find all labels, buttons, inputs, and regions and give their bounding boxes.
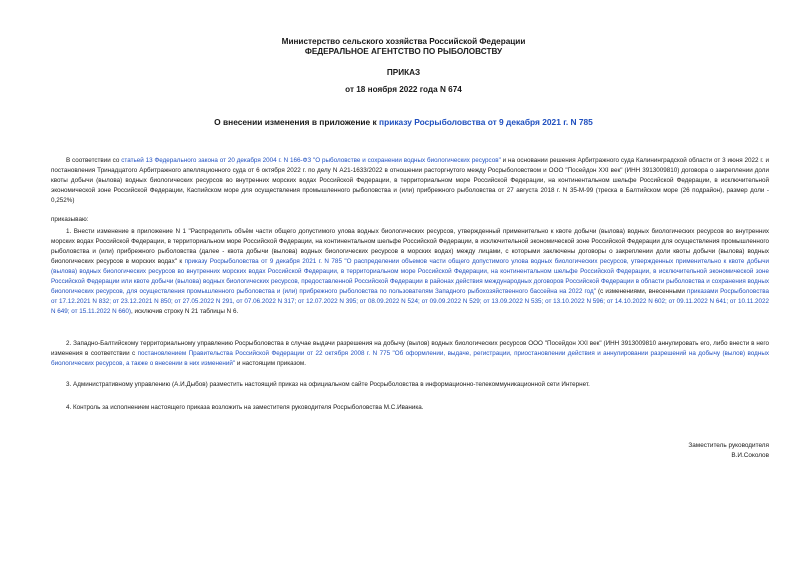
item-3-paragraph: 3. Административному управлению (А.И.Дыбов) разместить настоящий приказ на официальном сайте Росрыболовства в информационно-телекоммуникационной сети Интернет. [66, 381, 590, 388]
signature-name: В.И.Соколов [731, 452, 769, 459]
title-order-link[interactable]: приказу Росрыболовства от 9 декабря 2021 г. N 785 [379, 117, 593, 127]
federal-law-link[interactable]: статьей 13 Федерального закона от 20 декабря 2004 г. N 166-ФЗ "О рыболовстве и сохранении водных биологических ресурсов" [121, 157, 501, 164]
government-resolution-link[interactable]: постановлением Правительства Российской Федерации от 22 октября 2008 г. N 775 "Об оформлении, выдаче, регистрации, приостановлении действия и аннулировании разрешений на добычу (вылов) водных биологических ресурсов, а также о внесении в них изменений" [51, 350, 770, 367]
title-prefix: О внесении изменения в приложение к [214, 117, 380, 127]
item-4-paragraph: 4. Контроль за исполнением настоящего приказа возложить на заместителя руководителя Росрыболовства М.С.Иваника. [66, 404, 424, 411]
item-1-text-3: , исключив строку N 21 таблицы N 6. [131, 308, 239, 315]
document-date-number: от 18 ноября 2022 года N 674 [345, 85, 462, 94]
item-2-paragraph [51, 339, 769, 369]
agency-name: ФЕДЕРАЛЬНОЕ АГЕНТСТВО ПО РЫБОЛОВСТВУ [304, 47, 503, 56]
signature-position: Заместитель руководителя [688, 442, 769, 449]
amending-orders-link[interactable]: приказами Росрыболовства от 17.12.2021 N 832; от 23.12.2021 N 850; от 27.05.2022 N 291, от 07.06.2022 N 317; от 12.07.2022 N 395; от 08.09.2022 N 524; от 09.09.2022 N 529; от 13.09.2022 N 535; от 13.10.2022 N 596; от 14.10.2022 N 602; от 09.11.2022 N 641; от 10.11.2022 N 649; от 15.11.2022 N 660) [51, 288, 770, 315]
item-2-text-1: 2. Западно-Балтийскому территориальному управлению Росрыболовства в случае выдачи разрешения на добычу (вылов) водных биологических ресурсов ООО "Посейдон XXI век" (ИНН 3913009810 аннулировать его, либо внести в него изменения в соответствии с [51, 340, 769, 357]
item-1-text-1: 1. Внести изменение в приложение N 1 "Распределить объём части общего допустимого улова водных биологических ресурсов, утвержденный применительно к квоте добычи (вылова) водных биологических ресурсов во внутренних морских водах Российской Федерации, в территориальном море Российской Федерации, на континентальном шельфе Российской Федерации, в исключительной экономической зоне Российской Федерации для осуществления промышленного рыболовства и (или) прибрежного рыболовства (далее - квота добычи (вылова) водных биологических ресурсов в морских водах) между лицами, с которыми заключены договоры о закреплении доли квоты добычи (вылова) водных биологических ресурсов в морских водах" к [51, 228, 769, 265]
document-type: ПРИКАЗ [386, 68, 421, 77]
preamble-paragraph [51, 156, 769, 206]
document-title [0, 117, 807, 127]
preamble-text-2: и на основании решения Арбитражного суда Калининградской области от 3 июня 2022 г. и постановления Тринадцатого Арбитражного апелляционного суда от 6 октября 2022 г. по делу N А21-1633/2022 в отношении расторгнутого между Росрыболовством и ООО "Посейдон XXI век" (ИНН 3913009810) договора о закреплении доли квоты добычи (вылова) водных биологических ресурсов во внутренних морских водах Российской Федерации, в территориальном море Российской Федерации, на континентальном шельфе Российской Федерации, в исключительной экономической зоне Российской Федерации, Каспийском море для осуществления промышленного рыболовства и (или) прибрежного рыболовства от 27 августа 2018 г. N 35-М-99 (треска в Балтийском море (26 подрайон), размер доли - 0,252%) [51, 157, 769, 204]
preamble-text-1: В соответствии со [66, 157, 122, 164]
order-word: приказываю: [51, 216, 89, 223]
item-1-text-2: (с изменениями, внесенными [595, 288, 688, 295]
item-1-paragraph [51, 227, 769, 317]
ministry-name: Министерство сельского хозяйства Российской Федерации [281, 37, 526, 46]
order-785-link[interactable]: приказу Росрыболовства от 9 декабря 2021 г. N 785 "О распределении объемов части общего допустимого улова водных биологических ресурсов, утвержденных применительно к квоте добычи (вылова) водных биологических ресурсов во внутренних морских водах Российской Федерации, в территориальном море Российской Федерации, на континентальном шельфе Российской Федерации, в исключительной экономической зоне Российской Федерации или квоте добычи (вылова) водных биологических ресурсов, предоставленной Российской Федерации в районах действия международных договоров Российской Федерации в области рыболовства и сохранения водных биологических ресурсов, для осуществления промышленного рыболовства и (или) прибрежного рыболовства по пользователям Западного рыбохозяйственного бассейна на 2022 год" [51, 258, 769, 295]
item-2-text-2: и настоящим приказом. [235, 360, 306, 367]
